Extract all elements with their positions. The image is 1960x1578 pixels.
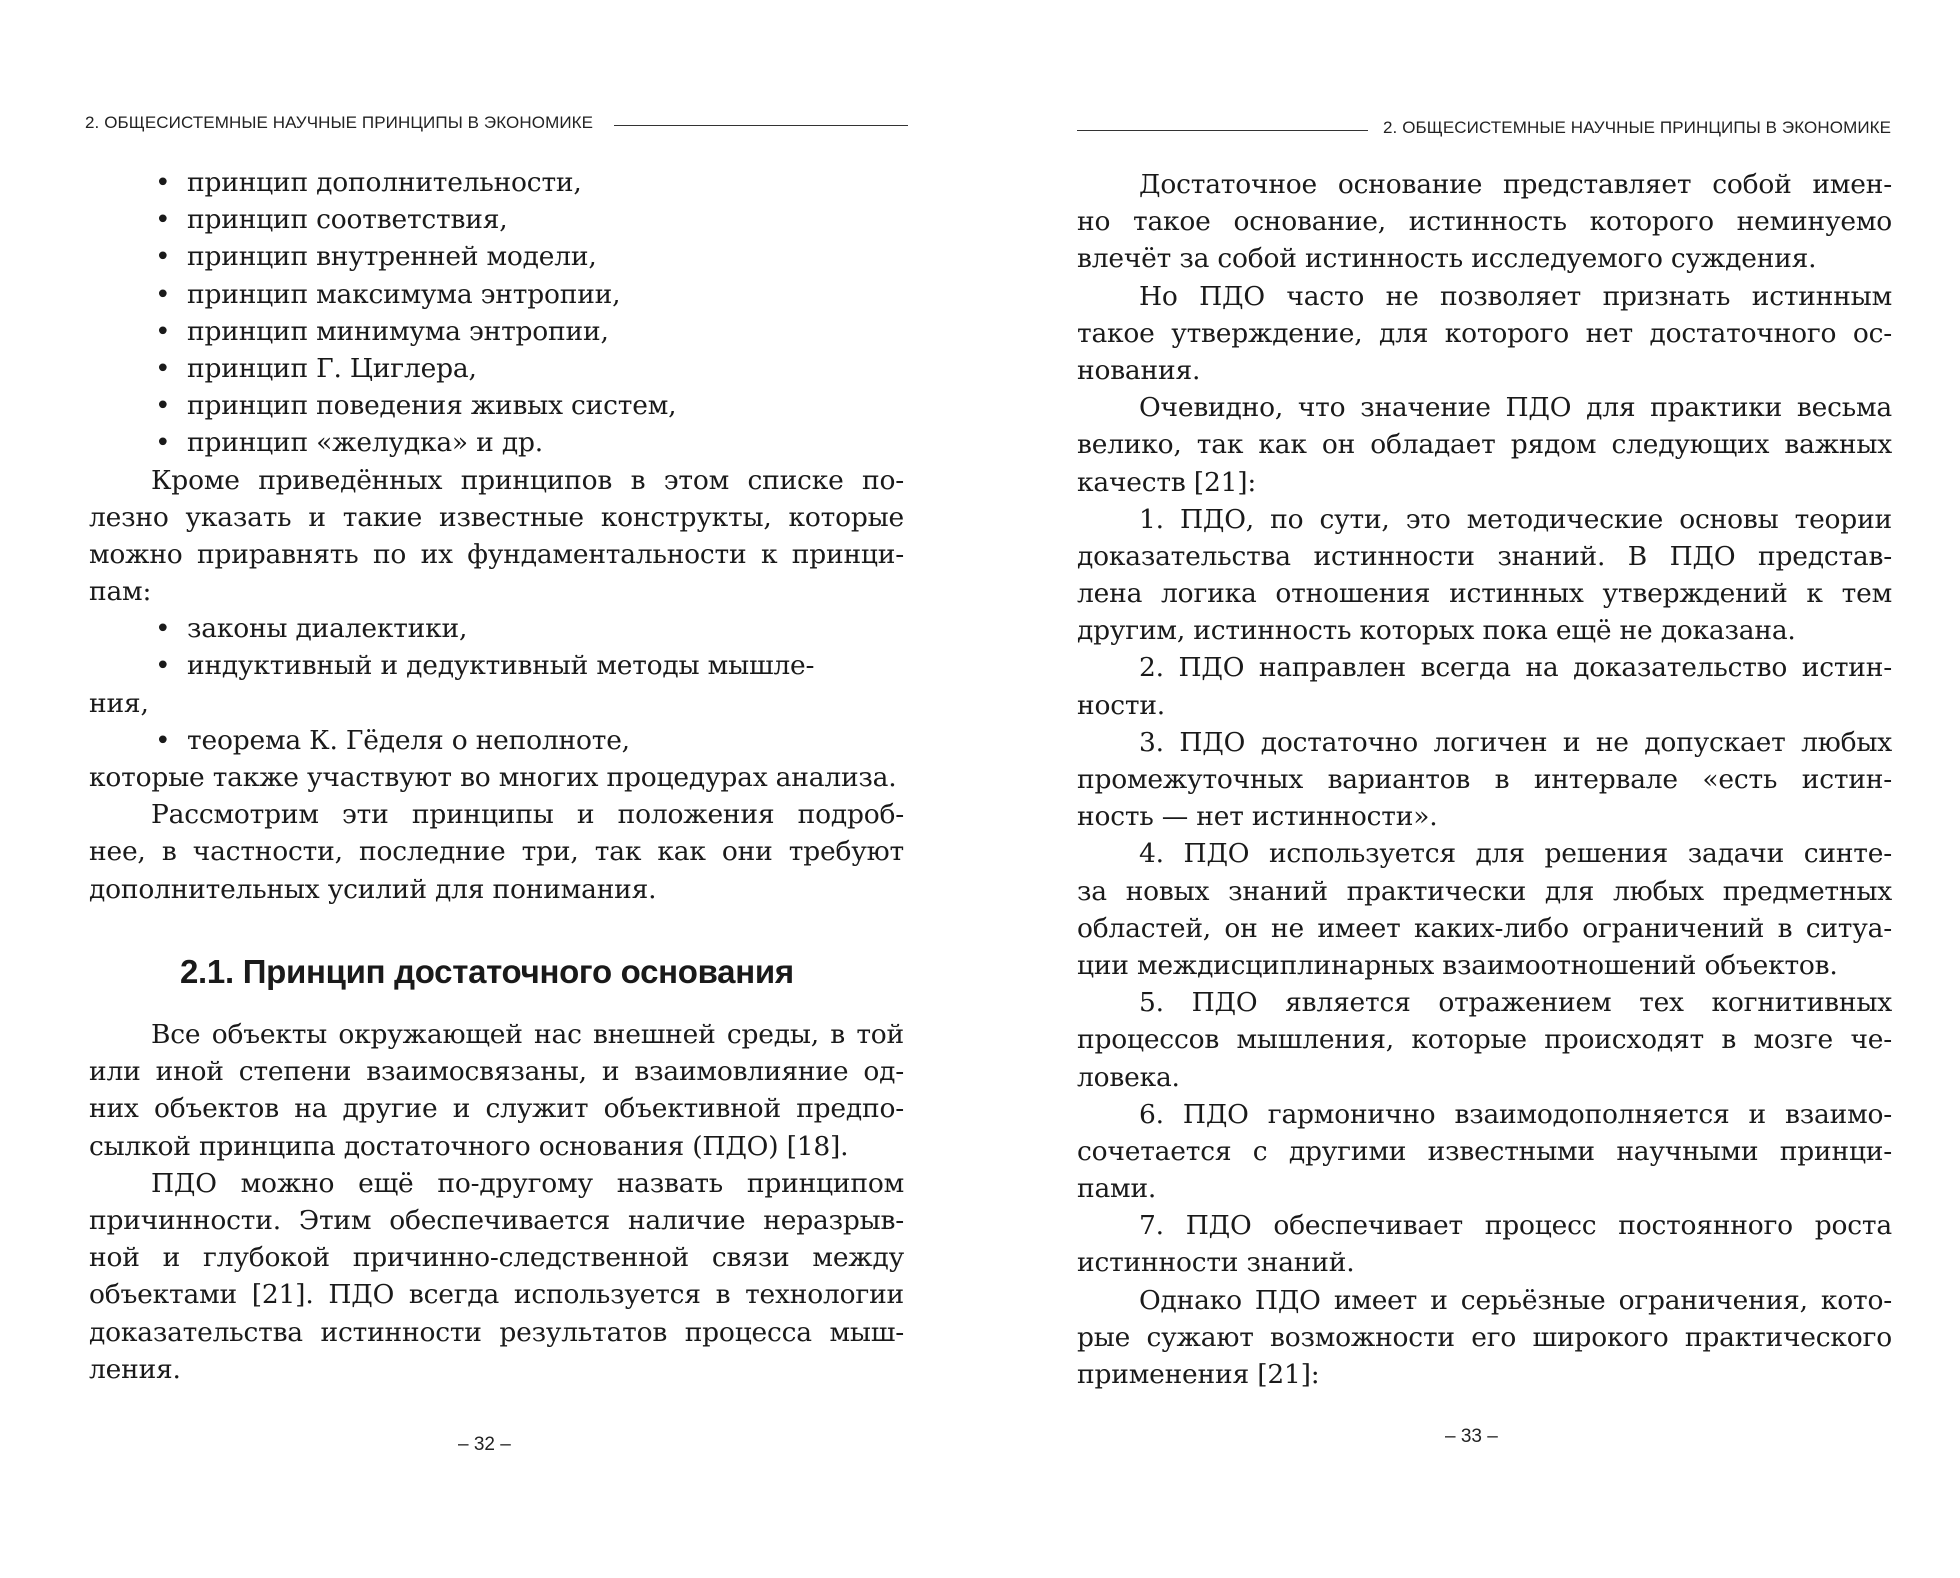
list-item [89,610,904,647]
text-line: Очевидно, что значение ПДО для практики весьма [1139,392,1892,424]
text-line: причинности. Этим обеспечивается наличие неразрыв- [89,1204,904,1236]
text-line: процессов мышления, которые происходят в мозге че- [1077,1024,1892,1056]
header-rule-left [614,125,908,126]
list-item [89,238,904,275]
list-item-text: принцип внутренней модели, [187,241,597,273]
paragraph-objects [89,1016,904,1165]
list-item-text: теорема К. Гёделя о неполноте, [187,724,630,756]
text-line: применения [21]: [1077,1359,1320,1390]
right-body-text [1077,166,1892,1393]
text-line: Все объекты окружающей нас внешней среды, в той [151,1019,904,1050]
text-line: Кроме приведённых принципов в этом списке по- [151,464,904,496]
running-header-left: 2. ОБЩЕСИСТЕМНЫЕ НАУЧНЫЕ ПРИНЦИПЫ В ЭКОНОМИКЕ [85,113,594,132]
text-line: 3. ПДО достаточно логичен и не допускает любых [1139,726,1892,758]
text-line: ности. [1077,689,1166,721]
text-line: другим, истинность которых пока ещё не доказана. [1077,615,1796,647]
text-line: нования. [1077,354,1201,386]
text-line: Рассмотрим эти принципы и положения подроб- [151,799,904,831]
list-item-text: принцип «желудка» и др. [187,427,543,459]
list-item [89,685,904,722]
right-page [980,0,1960,1578]
text-line: качеств [21]: [1077,466,1257,498]
text-line: можно приравнять по их фундаментальности к принци- [89,538,904,570]
section-title: 2.1. Принцип достаточного основания [180,953,794,990]
text-line: ции междисциплинарных взаимоотношений объектов. [1077,949,1838,981]
paragraph-constructs [89,462,904,611]
page-number-left: – 32 – [458,1434,511,1455]
list-item [89,201,904,238]
text-line: ления. [89,1353,181,1385]
list-item [89,722,904,759]
list-item-text: принцип Г. Циглера, [187,352,477,384]
text-line: Однако ПДО имеет и серьёзные ограничения, кото- [1139,1284,1892,1316]
page-number-right: – 33 – [1445,1426,1498,1447]
text-line: влечёт за собой истинность исследуемого суждения. [1077,243,1817,275]
list-item [89,313,904,350]
text-line: ность — нет истинности». [1077,801,1438,833]
left-body-text [89,164,904,908]
list-item-text: принцип максимума энтропии, [187,278,621,310]
text-line: нее, в частности, последние три, так как они требуют [89,836,904,868]
bullet-icon: • [155,613,171,645]
text-line: 4. ПДО используется для решения задачи синте- [1139,838,1892,870]
header-rule-right [1077,130,1368,131]
text-line: сылкой принципа достаточного основания (ПДО) [18]. [89,1130,849,1162]
bullet-icon: • [155,650,171,682]
text-line: ной и глубокой причинно-следственной связи между [89,1242,904,1274]
text-line: пами. [1077,1173,1157,1205]
bullet-icon: • [155,352,171,384]
text-line: рые сужают возможности его широкого практического [1077,1321,1892,1353]
list-item [89,647,904,684]
paragraph-consider [89,796,904,908]
text-line: дополнительных усилий для понимания. [89,873,657,905]
text-line: доказательства истинности знаний. В ПДО представ- [1077,540,1892,572]
list-item [89,424,904,461]
text-line: или иной степени взаимосвязаны, и взаимовлияние од- [89,1056,904,1088]
bullet-icon: • [155,167,171,198]
list-item-text: принцип дополнительности, [187,167,582,198]
text-line: промежуточных вариантов в интервале «есть истин- [1077,764,1892,795]
bullet-list-constructs [89,610,904,759]
list-item [89,164,904,201]
text-line: велико, так как он обладает рядом следующих важных [1077,429,1892,461]
text-line: пам: [89,576,152,608]
text-line: за новых знаний практически для любых предметных [1077,875,1892,907]
text-line: такое утверждение, для которого нет достаточного ос- [1077,317,1892,349]
text-line: доказательства истинности результатов процесса мыш- [89,1316,904,1348]
bullet-icon: • [155,204,171,236]
list-item [89,387,904,424]
bullet-icon: • [155,427,171,459]
list-item-text: ния, [89,687,149,719]
text-line: областей, он не имеет каких-либо ограничений в ситуа- [1077,912,1892,944]
text-line: Достаточное основание представляет собой имен- [1139,169,1892,200]
bullet-icon: • [155,315,171,347]
bullet-list-principles [89,164,904,462]
bullet-icon: • [155,278,171,310]
list-item-text: принцип соответствия, [187,204,508,236]
text-line: лена логика отношения истинных утверждений к тем [1077,578,1892,610]
bullet-icon: • [155,241,171,273]
text-line: объектами [21]. ПДО всегда используется в технологии [89,1279,904,1311]
text-line: ловека. [1077,1061,1180,1093]
bullet-icon: • [155,390,171,422]
text-line: ПДО можно ещё по-другому назвать принципом [151,1167,904,1199]
list-item-text: законы диалектики, [187,613,468,645]
text-line: но такое основание, истинность которого неминуемо [1077,206,1892,238]
list-item-text: принцип поведения живых систем, [187,390,677,422]
text-line: 2. ПДО направлен всегда на доказательство истин- [1139,652,1892,684]
bullet-icon: • [155,724,171,756]
left-body-text-section [89,1016,904,1388]
paragraph-causality [89,1165,904,1388]
text-line: Но ПДО часто не позволяет признать истинным [1139,280,1892,312]
text-line: 7. ПДО обеспечивает процесс постоянного роста [1139,1210,1892,1242]
text-line: истинности знаний. [1077,1247,1355,1279]
list-item [89,276,904,313]
list-item-text: принцип минимума энтропии, [187,315,609,347]
list-item-text: индуктивный и дедуктивный методы мышле- [187,650,815,682]
text-line: 5. ПДО является отражением тех когнитивных [1139,987,1892,1019]
text-line: 1. ПДО, по сути, это методические основы теории [1139,503,1892,535]
running-header-right: 2. ОБЩЕСИСТЕМНЫЕ НАУЧНЫЕ ПРИНЦИПЫ В ЭКОНОМИКЕ [1383,118,1892,137]
text-line: 6. ПДО гармонично взаимодополняется и взаимо- [1139,1098,1892,1130]
paragraph-analysis: которые также участвуют во многих процедурах анализа. [89,762,897,793]
text-line: лезно указать и такие известные конструкты, которые [89,501,904,533]
text-line: них объектов на другие и служит объективной предпо- [89,1093,904,1125]
text-line: сочетается с другими известными научными принци- [1077,1135,1892,1167]
list-item [89,350,904,387]
